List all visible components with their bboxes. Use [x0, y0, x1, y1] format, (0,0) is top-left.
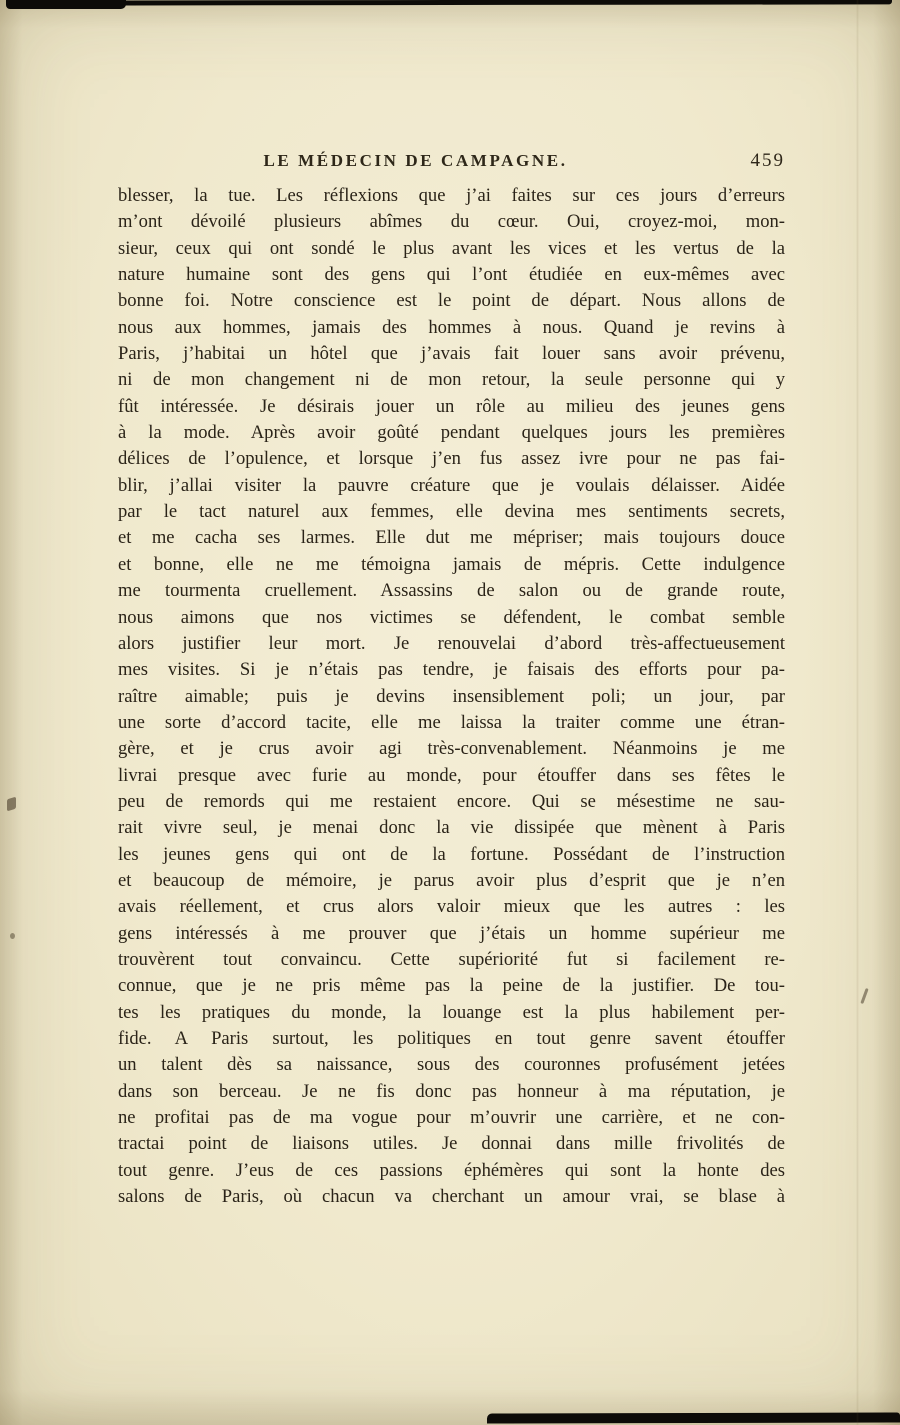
- text-line: sieur, ceux qui ont sondé le plus avant les vices et les vertus de la: [118, 237, 785, 259]
- text-line: ni de mon changement ni de mon retour, la seule personne qui y: [118, 369, 785, 391]
- ink-mark: [10, 933, 15, 939]
- ink-mark: [7, 797, 16, 812]
- text-line: et me cacha ses larmes. Elle dut me mépriser; mais toujours douce: [118, 527, 785, 549]
- text-line: fide. A Paris surtout, les politiques en tout genre savent étouffer: [118, 1028, 785, 1049]
- text-line: raître aimable; puis je devins insensiblement poli; un jour, par: [118, 685, 785, 707]
- text-line: tes les pratiques du monde, la louange est la plus habilement per-: [118, 1001, 785, 1023]
- body-text: [118, 183, 785, 1210]
- scan-artifact-bottom-edge: [487, 1412, 900, 1423]
- running-header-title: LE MÉDECIN DE CAMPAGNE.: [263, 151, 568, 170]
- text-line: salons de Paris, où chacun va cherchant un amour vrai, se blase à: [118, 1186, 785, 1208]
- text-line: tout genre. J’eus de ces passions éphémères qui sont la honte des: [118, 1159, 785, 1181]
- text-line: à la mode. Après avoir goûté pendant quelques jours les premières: [118, 422, 785, 444]
- text-line: un talent dès sa naissance, sous des couronnes profusément jetées: [118, 1054, 785, 1076]
- text-line: Paris, j’habitai un hôtel que j’avais fait louer sans avoir prévenu,: [118, 343, 785, 365]
- text-line: m’ont dévoilé plusieurs abîmes du cœur. Oui, croyez-moi, mon-: [118, 211, 785, 233]
- text-line: mes visites. Si je n’étais pas tendre, je faisais des efforts pour pa-: [118, 659, 785, 681]
- text-line: peu de remords qui me restaient encore. Qui se mésestime ne sau-: [118, 790, 785, 812]
- text-line: nous aimons que nos victimes se défendent, le combat semble: [118, 606, 785, 628]
- text-line: par le tact naturel aux femmes, elle devina mes sentiments secrets,: [118, 501, 785, 523]
- text-line: tractai point de liaisons utiles. Je donnai dans mille frivolités de: [118, 1133, 785, 1155]
- text-line: une sorte d’accord tacite, elle me laissa la traiter comme une étran-: [118, 711, 785, 733]
- text-line: les jeunes gens qui ont de la fortune. Possédant de l’instruction: [118, 843, 785, 865]
- text-line: gens intéressés à me prouver que j’étais un homme supérieur me: [118, 922, 785, 944]
- text-line: blir, j’allai visiter la pauvre créature que je voulais délaisser. Aidée: [118, 474, 785, 496]
- scan-artifact-top-left: [6, 0, 126, 9]
- scan-artifact-top-edge: [6, 0, 892, 6]
- text-line: dans son berceau. Je ne fis donc pas honneur à ma réputation, je: [118, 1080, 785, 1102]
- text-line: alors justifier leur mort. Je renouvelai d’abord très-affectueusement: [118, 632, 785, 654]
- text-line: livrai presque avec furie au monde, pour étouffer dans ses fêtes le: [118, 764, 785, 786]
- text-line: bonne foi. Notre conscience est le point de départ. Nous allons de: [118, 290, 785, 312]
- text-line: me tourmenta cruellement. Assassins de salon ou de grande route,: [118, 580, 785, 602]
- text-line: nous aux hommes, jamais des hommes à nous. Quand je revins à: [118, 316, 785, 338]
- ink-mark: [860, 988, 868, 1004]
- text-line: et beaucoup de mémoire, je parus avoir plus d’esprit que je n’en: [118, 869, 785, 891]
- text-line: délices de l’opulence, et lorsque j’en fus assez ivre pour ne pas fai-: [118, 448, 785, 470]
- text-line: connue, que je ne pris même pas la peine de la justifier. De tou-: [118, 975, 785, 997]
- text-line: rait vivre seul, je menai donc la vie dissipée que mènent à Paris: [118, 817, 785, 839]
- text-line: blesser, la tue. Les réflexions que j’ai faites sur ces jours d’erreurs: [118, 185, 785, 206]
- page-number: 459: [750, 150, 785, 171]
- paper-crease: [856, 0, 859, 1425]
- text-line: et bonne, elle ne me témoigna jamais de mépris. Cette indulgence: [118, 553, 785, 575]
- text-line: avais réellement, et crus alors valoir mieux que les autres : les: [118, 896, 785, 918]
- text-line: ne profitai pas de ma vogue pour m’ouvrir une carrière, et ne con-: [118, 1107, 785, 1129]
- text-line: trouvèrent tout convaincu. Cette supériorité fut si facilement re-: [118, 948, 785, 970]
- page-header: [118, 150, 785, 176]
- text-line: gère, et je crus avoir agi très-convenablement. Néanmoins je me: [118, 738, 785, 760]
- text-line: nature humaine sont des gens qui l’ont étudiée en eux-mêmes avec: [118, 264, 785, 286]
- text-line: fût intéressée. Je désirais jouer un rôle au milieu des jeunes gens: [118, 395, 785, 417]
